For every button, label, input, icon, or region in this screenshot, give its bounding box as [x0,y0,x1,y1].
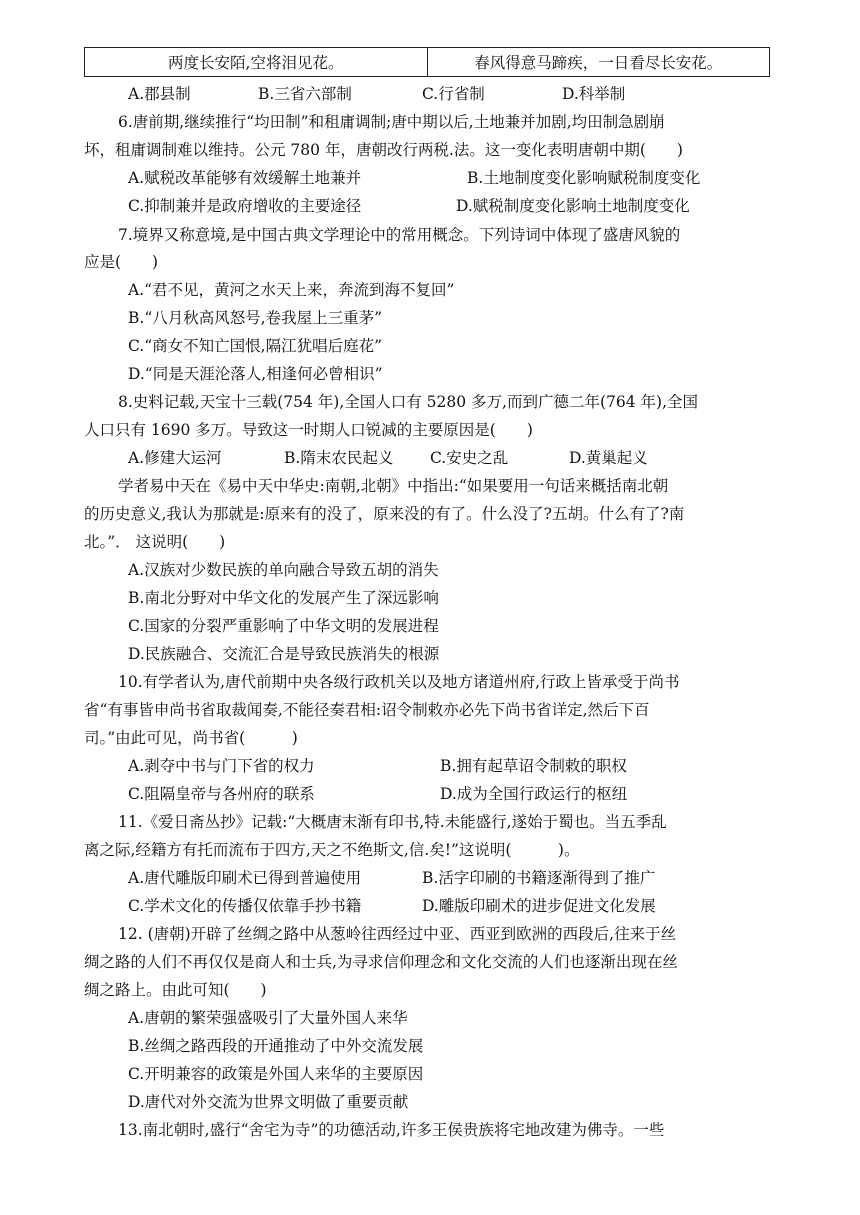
q6-stem-line1: 6.唐前期,继续推行“均田制”和租庸调制;唐中期以后,土地兼并加剧,均田制急剧崩 [118,113,665,131]
q7-stem-line1: 7.境界又称意境,是中国古典文学理论中的常用概念。下列诗词中体现了盛唐风貌的 [118,226,681,244]
q8-option-b[interactable]: B.隋末农民起义 [284,449,394,467]
q10-stem-line2: 省“有事皆申尚书省取裁闻奏,不能径奏君相:诏令制敕亦必先下尚书省详定,然后下百 [84,701,650,719]
q9-stem-line1: 学者易中天在《易中天中华史:南朝,北朝》中指出:“如果要用一句话来概括南北朝 [118,477,669,495]
q11-options-row2 [0,896,860,916]
q6-stem-line2: 坏，租庸调制难以维持。公元 780 年，唐朝改行两税.法。这一变化表明唐朝中期( ) [84,141,683,159]
poem-table-row [85,48,770,77]
q11-option-c[interactable]: C.学术文化的传播仅依靠手抄书籍 [128,897,362,915]
q12-stem-line1: 12. (唐朝)开辟了丝绸之路中从葱岭往西经过中亚、西亚到欧洲的西段后,往来于丝 [118,925,677,943]
q10-stem-line3: 司。”由此可见，尚书省( ) [84,729,298,747]
q12-option-b[interactable]: B.丝绸之路西段的开通推动了中外交流发展 [128,1037,424,1055]
q9-option-d[interactable]: D.民族融合、交流汇合是导致民族消失的根源 [128,645,440,663]
q10-stem-line1: 10.有学者认为,唐代前期中央各级行政机关以及地方诸道州府,行政上皆承受于尚书 [118,673,680,691]
q7-stem-line2: 应是( ) [84,253,159,271]
q10-options-row1 [0,756,860,776]
poem-cell-left: 两度长安陌,空将泪见花。 [85,48,428,77]
poem-table [84,47,770,77]
q6-option-a[interactable]: A.赋税改革能够有效缓解土地兼并 [128,169,362,187]
q8-option-c[interactable]: C.安史之乱 [430,449,509,467]
q5-option-b[interactable]: B.三省六部制 [258,85,352,103]
q9-option-c[interactable]: C.国家的分裂严重影响了中华文明的发展进程 [128,617,439,635]
q12-stem-line2: 绸之路的人们不再仅仅是商人和士兵,为寻求信仰理念和文化交流的人们也逐渐出现在丝 [84,953,678,971]
q6-options-row1 [0,168,860,188]
q6-option-b[interactable]: B.土地制度变化影响赋税制度变化 [467,169,701,187]
q11-stem-line2: 离之际,经籍方有托而流布于四方,天之不绝斯文,信.矣!”这说明( )。 [84,841,580,859]
q11-option-d[interactable]: D.雕版印刷术的进步促进文化发展 [422,897,656,915]
q9-stem-line3: 北。”． 这说明( ) [84,533,226,551]
q13-stem-line1: 13.南北朝时,盛行“舍宅为寺”的功德活动,许多王侯贵族将宅地改建为佛寺。一些 [118,1121,665,1139]
q6-option-d[interactable]: D.赋税制度变化影响土地制度变化 [456,197,690,215]
q8-options [0,448,860,468]
q5-options [0,84,860,104]
q11-options-row1 [0,868,860,888]
q10-option-d[interactable]: D.成为全国行政运行的枢纽 [440,785,628,803]
q10-option-c[interactable]: C.阻隔皇帝与各州府的联系 [128,785,315,803]
q12-option-a[interactable]: A.唐朝的繁荣强盛吸引了大量外国人来华 [128,1009,408,1027]
q10-option-a[interactable]: A.剥夺中书与门下省的权力 [128,757,315,775]
q8-option-a[interactable]: A.修建大运河 [128,449,222,467]
q11-stem-line1: 11.《爱日斋丛抄》记载:“大概唐末渐有印书,特.未能盛行,遂始于蜀也。当五季乱 [118,813,667,831]
q8-stem-line2: 人口只有 1690 多万。导致这一时期人口锐减的主要原因是( ) [84,421,533,439]
q8-stem-line1: 8.史料记载,天宝十三载(754 年),全国人口有 5280 多万,而到广德二年(764 年),全国 [118,393,699,411]
q9-option-a[interactable]: A.汉族对少数民族的单向融合导致五胡的消失 [128,561,439,579]
q7-option-d[interactable]: D.“同是天涯沦落人,相逢何必曾相识” [128,365,383,383]
q5-option-c[interactable]: C.行省制 [422,85,485,103]
q12-option-c[interactable]: C.开明兼容的政策是外国人来华的主要原因 [128,1065,424,1083]
q11-option-b[interactable]: B.活字印刷的书籍逐渐得到了推广 [422,869,656,887]
q10-option-b[interactable]: B.拥有起草诏令制敕的职权 [440,757,627,775]
q9-stem-line2: 的历史意义,我认为那就是:原来有的没了，原来没的有了。什么没了?五胡。什么有了?南 [84,505,685,523]
q12-stem-line3: 绸之路上。由此可知( ) [84,981,267,999]
q6-options-row2 [0,196,860,216]
q9-option-b[interactable]: B.南北分野对中华文化的发展产生了深远影响 [128,589,439,607]
q10-options-row2 [0,784,860,804]
q5-option-a[interactable]: A.郡县制 [128,85,191,103]
q8-option-d[interactable]: D.黄巢起义 [569,449,648,467]
q7-option-a[interactable]: A.“君不见，黄河之水天上来，奔流到海不复回” [128,281,455,299]
q12-option-d[interactable]: D.唐代对外交流为世界文明做了重要贡献 [128,1093,409,1111]
q7-option-c[interactable]: C.“商女不知亡国恨,隔江犹唱后庭花” [128,337,383,355]
q11-option-a[interactable]: A.唐代雕版印刷术已得到普遍使用 [128,869,362,887]
poem-cell-right: 春风得意马蹄疾，一日看尽长安花。 [427,48,770,77]
q7-option-b[interactable]: B.“八月秋高风怒号,卷我屋上三重茅” [128,309,383,327]
q6-option-c[interactable]: C.抑制兼并是政府增收的主要途径 [128,197,362,215]
q5-option-d[interactable]: D.科举制 [562,85,626,103]
